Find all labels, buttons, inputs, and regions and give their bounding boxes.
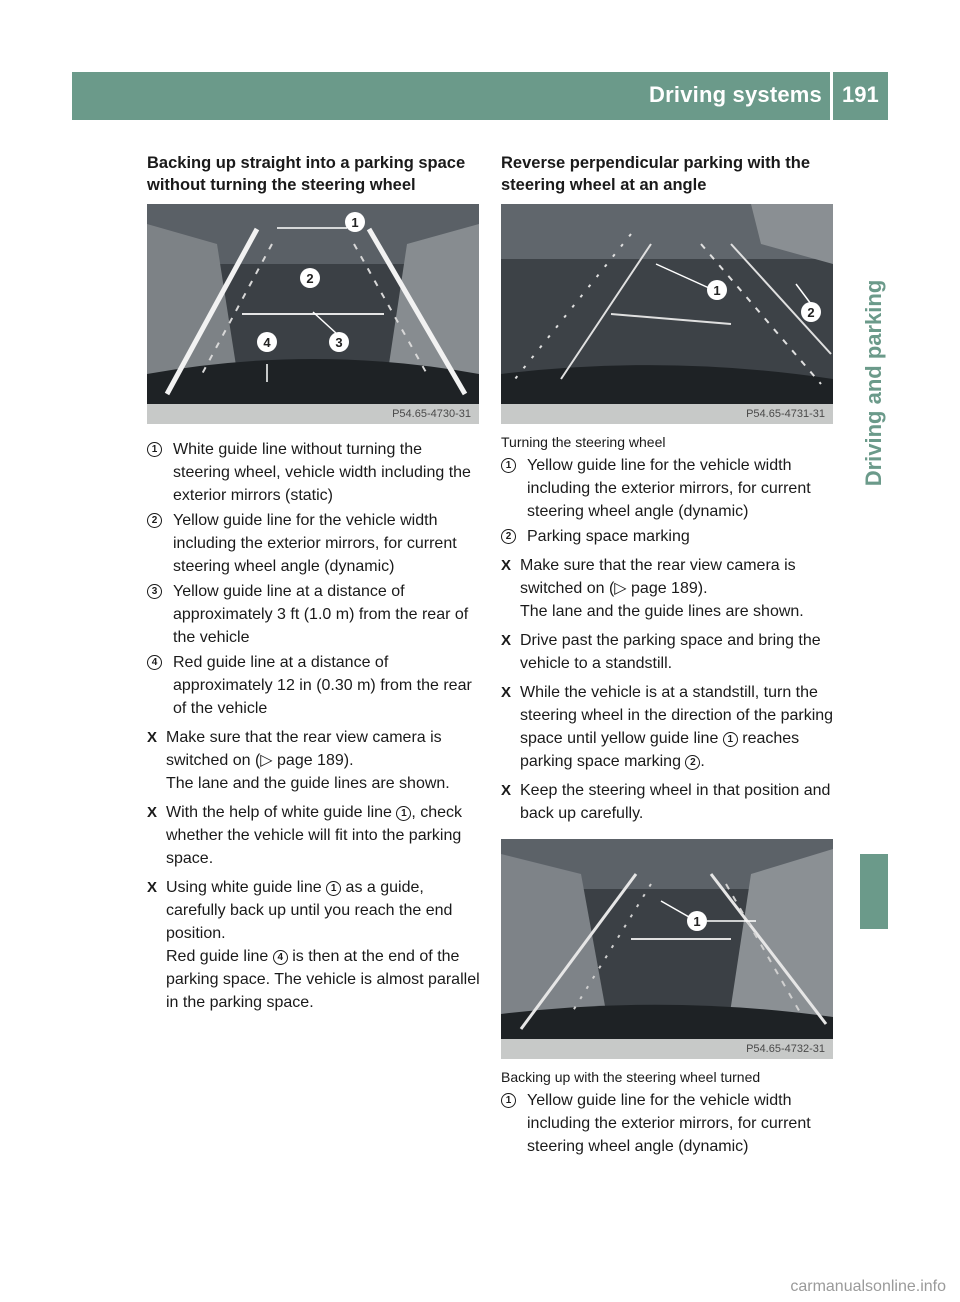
camera-image-angle [501,204,833,404]
step-result: The lane and the guide lines are shown. [166,775,450,792]
legend-item-1 [501,454,835,523]
figure-code: P54.65-4732-31 [501,1039,833,1059]
legend-text: Parking space marking [527,528,690,545]
legend-item-4 [147,651,481,720]
legend-item-1 [501,1089,835,1158]
figure-caption: Backing up with the steering wheel turned [501,1069,761,1085]
inline-callout: 1 [326,881,341,896]
step-text: Make sure that the rear view camera is switched on (▷ page 189). [520,557,796,597]
legend-number: 1 [501,1093,516,1108]
inline-callout: 4 [273,950,288,965]
step-arrow-icon: X [501,632,512,649]
legend-number: 3 [147,584,162,599]
legend-text: Yellow guide line for the vehicle width including the exterior mirrors, for current steering wheel angle (dynamic) [527,1092,811,1155]
header-divider [830,72,833,120]
step-text: reaches parking space marking [520,730,800,770]
legend-text: White guide line without turning the steering wheel, vehicle width including the exterior mirrors (static) [173,441,471,504]
step-arrow-icon: X [147,729,158,746]
step-arrow-icon: X [501,557,512,574]
instruction-step [501,681,835,773]
camera-image-straight [147,204,479,404]
figure-code: P54.65-4730-31 [147,404,479,424]
side-tab-marker [860,854,888,929]
left-section-title: Backing up straight into a parking space without turning the steering wheel [147,154,466,194]
inline-callout: 2 [685,755,700,770]
instruction-step [147,801,481,870]
legend-text: Red guide line at a distance of approximately 12 in (0.30 m) from the rear of the vehicle [173,654,472,717]
legend-item-2 [501,525,835,548]
instruction-step [501,629,835,675]
legend-number: 2 [501,529,516,544]
figure-code: P54.65-4731-31 [501,404,833,424]
legend-item-1 [147,438,481,507]
step-text: . [700,753,705,770]
legend-number: 1 [501,458,516,473]
camera-figure-straight [147,204,479,424]
figure-callout: 1 [351,215,359,230]
step-text: With the help of white guide line [166,804,397,821]
step-text: Using white guide line [166,879,327,896]
step-arrow-icon: X [147,804,158,821]
instruction-step [147,726,481,795]
step-text: as a guide, carefully back up until you reach the end position. [166,879,453,942]
step-text: Drive past the parking space and bring the vehicle to a standstill. [520,632,821,672]
instruction-step [501,554,835,623]
step-text: , check whether the vehicle will fit into the parking space. [166,804,463,867]
legend-text: Yellow guide line for the vehicle width including the exterior mirrors, for current steering wheel angle (dynamic) [173,512,457,575]
figure-callout: 2 [807,305,815,320]
step-result: The lane and the guide lines are shown. [520,603,804,620]
step-arrow-icon: X [501,782,512,799]
legend-item-3 [147,580,481,649]
section-heading: Driving systems [649,82,822,107]
legend-item-2 [147,509,481,578]
left-column [147,152,481,1014]
camera-figure-turned [501,839,833,1059]
instruction-step [147,876,481,1014]
figure-callout: 4 [263,335,271,350]
side-tab-label: Driving and parking [861,279,886,487]
footer-watermark: carmanualsonline.info [790,1278,946,1295]
step-text: Make sure that the rear view camera is switched on (▷ page 189). [166,729,442,769]
step-result: is then at the end of the parking space. The vehicle is almost parallel in the parking space. [166,948,480,1011]
step-result: Red guide line [166,948,273,965]
figure-callout: 1 [693,914,701,929]
step-text: Keep the steering wheel in that position and back up carefully. [520,782,831,822]
legend-number: 2 [147,513,162,528]
figure-callout: 2 [306,271,314,286]
camera-image-turned [501,839,833,1039]
inline-callout: 1 [396,806,411,821]
side-tab [860,258,888,508]
camera-figure-angle [501,204,833,424]
step-text: While the vehicle is at a standstill, turn the steering wheel in the direction of the parking space until yellow guide line [520,684,834,747]
figure-callout: 1 [713,283,721,298]
page-number: 191 [842,82,879,107]
legend-number: 4 [147,655,162,670]
right-section-title: Reverse perpendicular parking with the steering wheel at an angle [501,154,811,194]
instruction-step [501,779,835,825]
legend-text: Yellow guide line at a distance of approximately 3 ft (1.0 m) from the rear of the vehicle [173,583,469,646]
inline-callout: 1 [723,732,738,747]
legend-number: 1 [147,442,162,457]
right-column [501,152,835,1158]
figure-callout: 3 [335,335,343,350]
step-arrow-icon: X [147,879,158,896]
legend-text: Yellow guide line for the vehicle width including the exterior mirrors, for current steering wheel angle (dynamic) [527,457,811,520]
figure-caption: Turning the steering wheel [501,434,666,450]
step-arrow-icon: X [501,684,512,701]
